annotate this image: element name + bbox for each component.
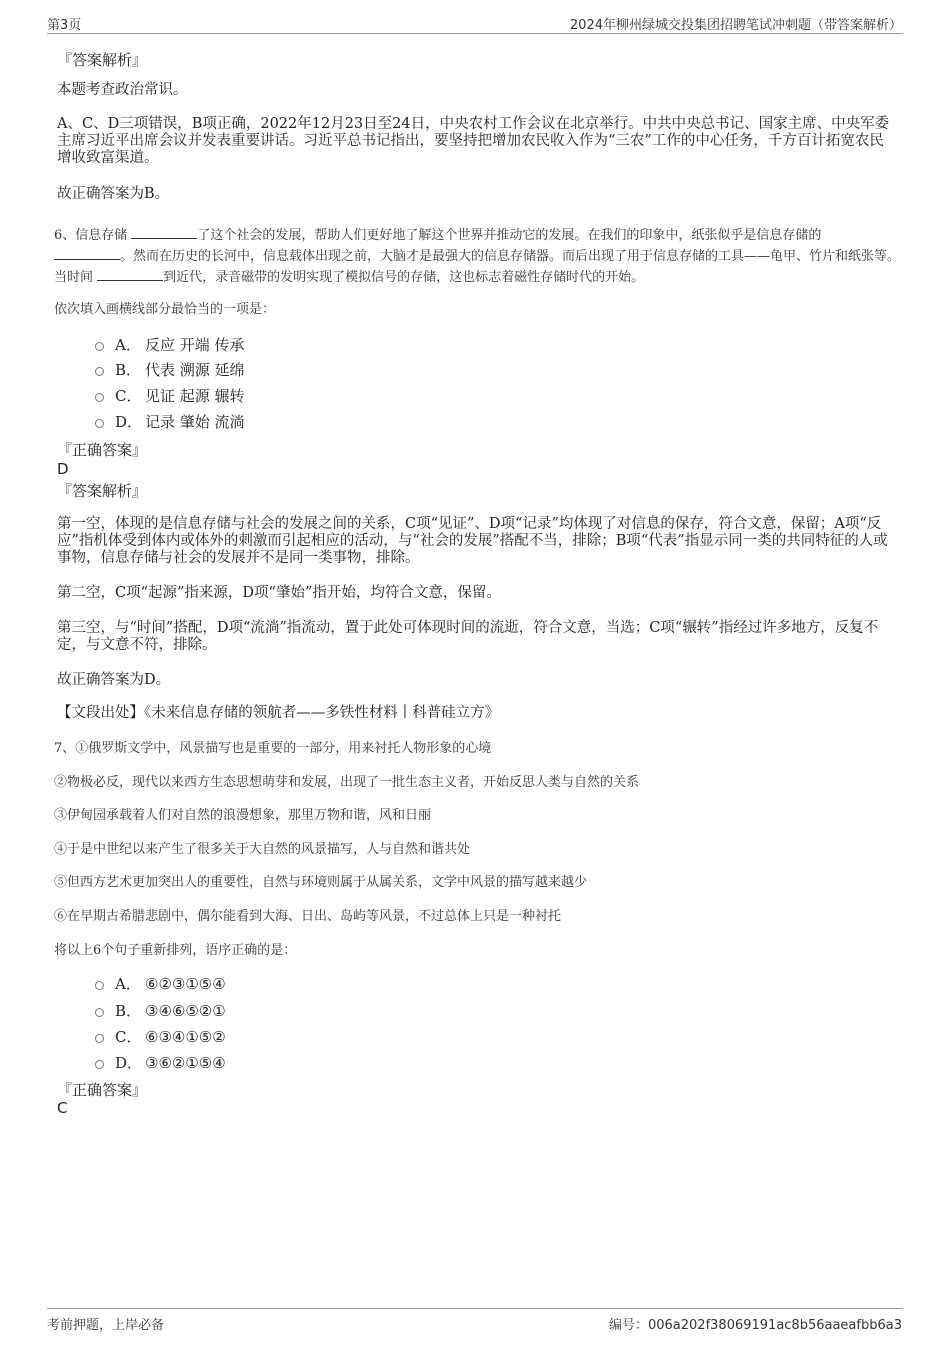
q7-sentence-5: ⑤但西方艺术更加突出人的重要性，自然与环境则属于从属关系，文学中风景的描写越来越少 bbox=[54, 875, 588, 890]
q7-correct-answer: C bbox=[57, 1099, 68, 1117]
q6-analysis-p1: 第一空，体现的是信息存储与社会的发展之间的关系，C项“见证”、D项“记录”均体现了对信息的保存，符合文意，保留；A项“反应”指机体受到体内或体外的刺激而引起相应的活动，与“社会的发展”搭配不当，排除；B项“代表”指显示同一类的共同特征的人或事物，信息存储与社会的发展并不是同一类事物，排除。 bbox=[57, 516, 888, 566]
q7-option-b[interactable]: B． ③④⑥⑤②① bbox=[95, 1002, 495, 1020]
radio-button[interactable] bbox=[95, 342, 104, 351]
q6-option-d[interactable]: D． 记录 肇始 流淌 bbox=[95, 413, 495, 431]
footer-slogan: 考前押题，上岸必备 bbox=[47, 1318, 165, 1333]
q6-analysis-heading: 『答案解析』 bbox=[57, 482, 148, 500]
q6-option-a[interactable]: A． 反应 开端 传承 bbox=[95, 336, 495, 354]
radio-button[interactable] bbox=[95, 1060, 104, 1069]
radio-button[interactable] bbox=[95, 393, 104, 402]
source-title: 《未来信息存储的领航者——多铁性材料丨科普硅立方》 bbox=[144, 705, 500, 721]
fill-blank-1 bbox=[131, 226, 197, 239]
code-value: 006a202f38069191ac8b56aaeafbb6a3 bbox=[647, 1318, 902, 1333]
document-title: 2024年柳州绿城交投集团招聘笔试冲刺题（带答案解析） bbox=[569, 18, 902, 33]
q6-analysis-conclusion: 故正确答案为D。 bbox=[57, 672, 171, 688]
q7-option-d[interactable]: D． ③⑥②①⑤④ bbox=[95, 1054, 495, 1072]
q7-option-c[interactable]: C． ⑥③④①⑤② bbox=[95, 1028, 495, 1046]
q5-analysis-heading: 『答案解析』 bbox=[57, 51, 148, 69]
radio-button[interactable] bbox=[95, 1008, 104, 1017]
q6-analysis-p3: 第三空，与“时间”搭配，D项“流淌”指流动，置于此处可体现时间的流逝，符合文意，当选；C项“辗转”指经过许多地方，反复不定，与文意不符，排除。 bbox=[57, 620, 879, 653]
q7-sentence-2: ②物极必反，现代以来西方生态思想萌芽和发展，出现了一批生态主义者，开始反思人类与自然的关系 bbox=[54, 775, 640, 790]
q6-stem: 6、信息存储 了这个社会的发展，帮助人们更好地了解这个世界并推动它的发展。在我们的印象中，纸张似乎是信息存储的 。然而在历史的长河中，信息载体出现之前，大脑才是最强大的信息存储器。而后出现了用于信息存储的工具——龟甲、竹片和纸张等。当时间 到近代，录音磁带的发明实现了模拟信号的存储，这也标志着磁性存储时代的开始。 bbox=[54, 228, 901, 285]
source-label: 【文段出处】 bbox=[57, 705, 144, 721]
q6-option-b[interactable]: B． 代表 溯源 延绵 bbox=[95, 361, 495, 379]
radio-button[interactable] bbox=[95, 367, 104, 376]
q5-analysis-conclusion: 故正确答案为B。 bbox=[57, 186, 170, 202]
q7-instruction: 将以上6个句子重新排列，语序正确的是： bbox=[54, 943, 297, 958]
q7-sentence-6: ⑥在早期古希腊悲剧中，偶尔能看到大海、日出、岛屿等风景，不过总体上只是一种衬托 bbox=[54, 909, 562, 924]
q7-sentence-4: ④于是中世纪以来产生了很多关于大自然的风景描写，人与自然和谐共处 bbox=[54, 842, 471, 857]
radio-button[interactable] bbox=[95, 981, 104, 990]
q7-answer-heading: 『正确答案』 bbox=[57, 1081, 148, 1099]
q5-analysis-p1: 本题考查政治常识。 bbox=[57, 82, 188, 98]
q7-sentence-1: 7、①俄罗斯文学中，风景描写也是重要的一部分，用来衬托人物形象的心境 bbox=[54, 741, 492, 756]
q7-sentence-3: ③伊甸园承载着人们对自然的浪漫想象，那里万物和谐，风和日丽 bbox=[54, 808, 432, 823]
q6-instruction: 依次填入画横线部分最恰当的一项是： bbox=[54, 302, 276, 317]
fill-blank-3 bbox=[97, 268, 163, 281]
q5-analysis-p2: A、C、D三项错误，B项正确，2022年12月23日至24日，中央农村工作会议在北京举行。中共中央总书记、国家主席、中央军委主席习近平出席会议并发表重要讲话。习近平总书记指出，要坚持把增加农民收入作为“三农”工作的中心任务，千方百计拓宽农民增收致富渠道。 bbox=[57, 116, 890, 166]
fill-blank-2 bbox=[54, 247, 120, 260]
header-divider bbox=[47, 33, 903, 34]
q7-option-a[interactable]: A． ⑥②③①⑤④ bbox=[95, 975, 495, 993]
q6-option-c[interactable]: C． 见证 起源 辗转 bbox=[95, 387, 495, 405]
page-number: 第3页 bbox=[47, 18, 82, 33]
document-code bbox=[609, 1314, 902, 1333]
q6-source bbox=[57, 705, 499, 722]
radio-button[interactable] bbox=[95, 419, 104, 428]
footer-divider bbox=[47, 1308, 903, 1309]
q6-correct-answer: D bbox=[57, 460, 69, 478]
q6-analysis-p2: 第二空，C项“起源”指来源，D项“肇始”指开始，均符合文意，保留。 bbox=[57, 585, 501, 601]
code-label: 编号： bbox=[608, 1318, 648, 1333]
q6-answer-heading: 『正确答案』 bbox=[57, 441, 148, 459]
radio-button[interactable] bbox=[95, 1034, 104, 1043]
